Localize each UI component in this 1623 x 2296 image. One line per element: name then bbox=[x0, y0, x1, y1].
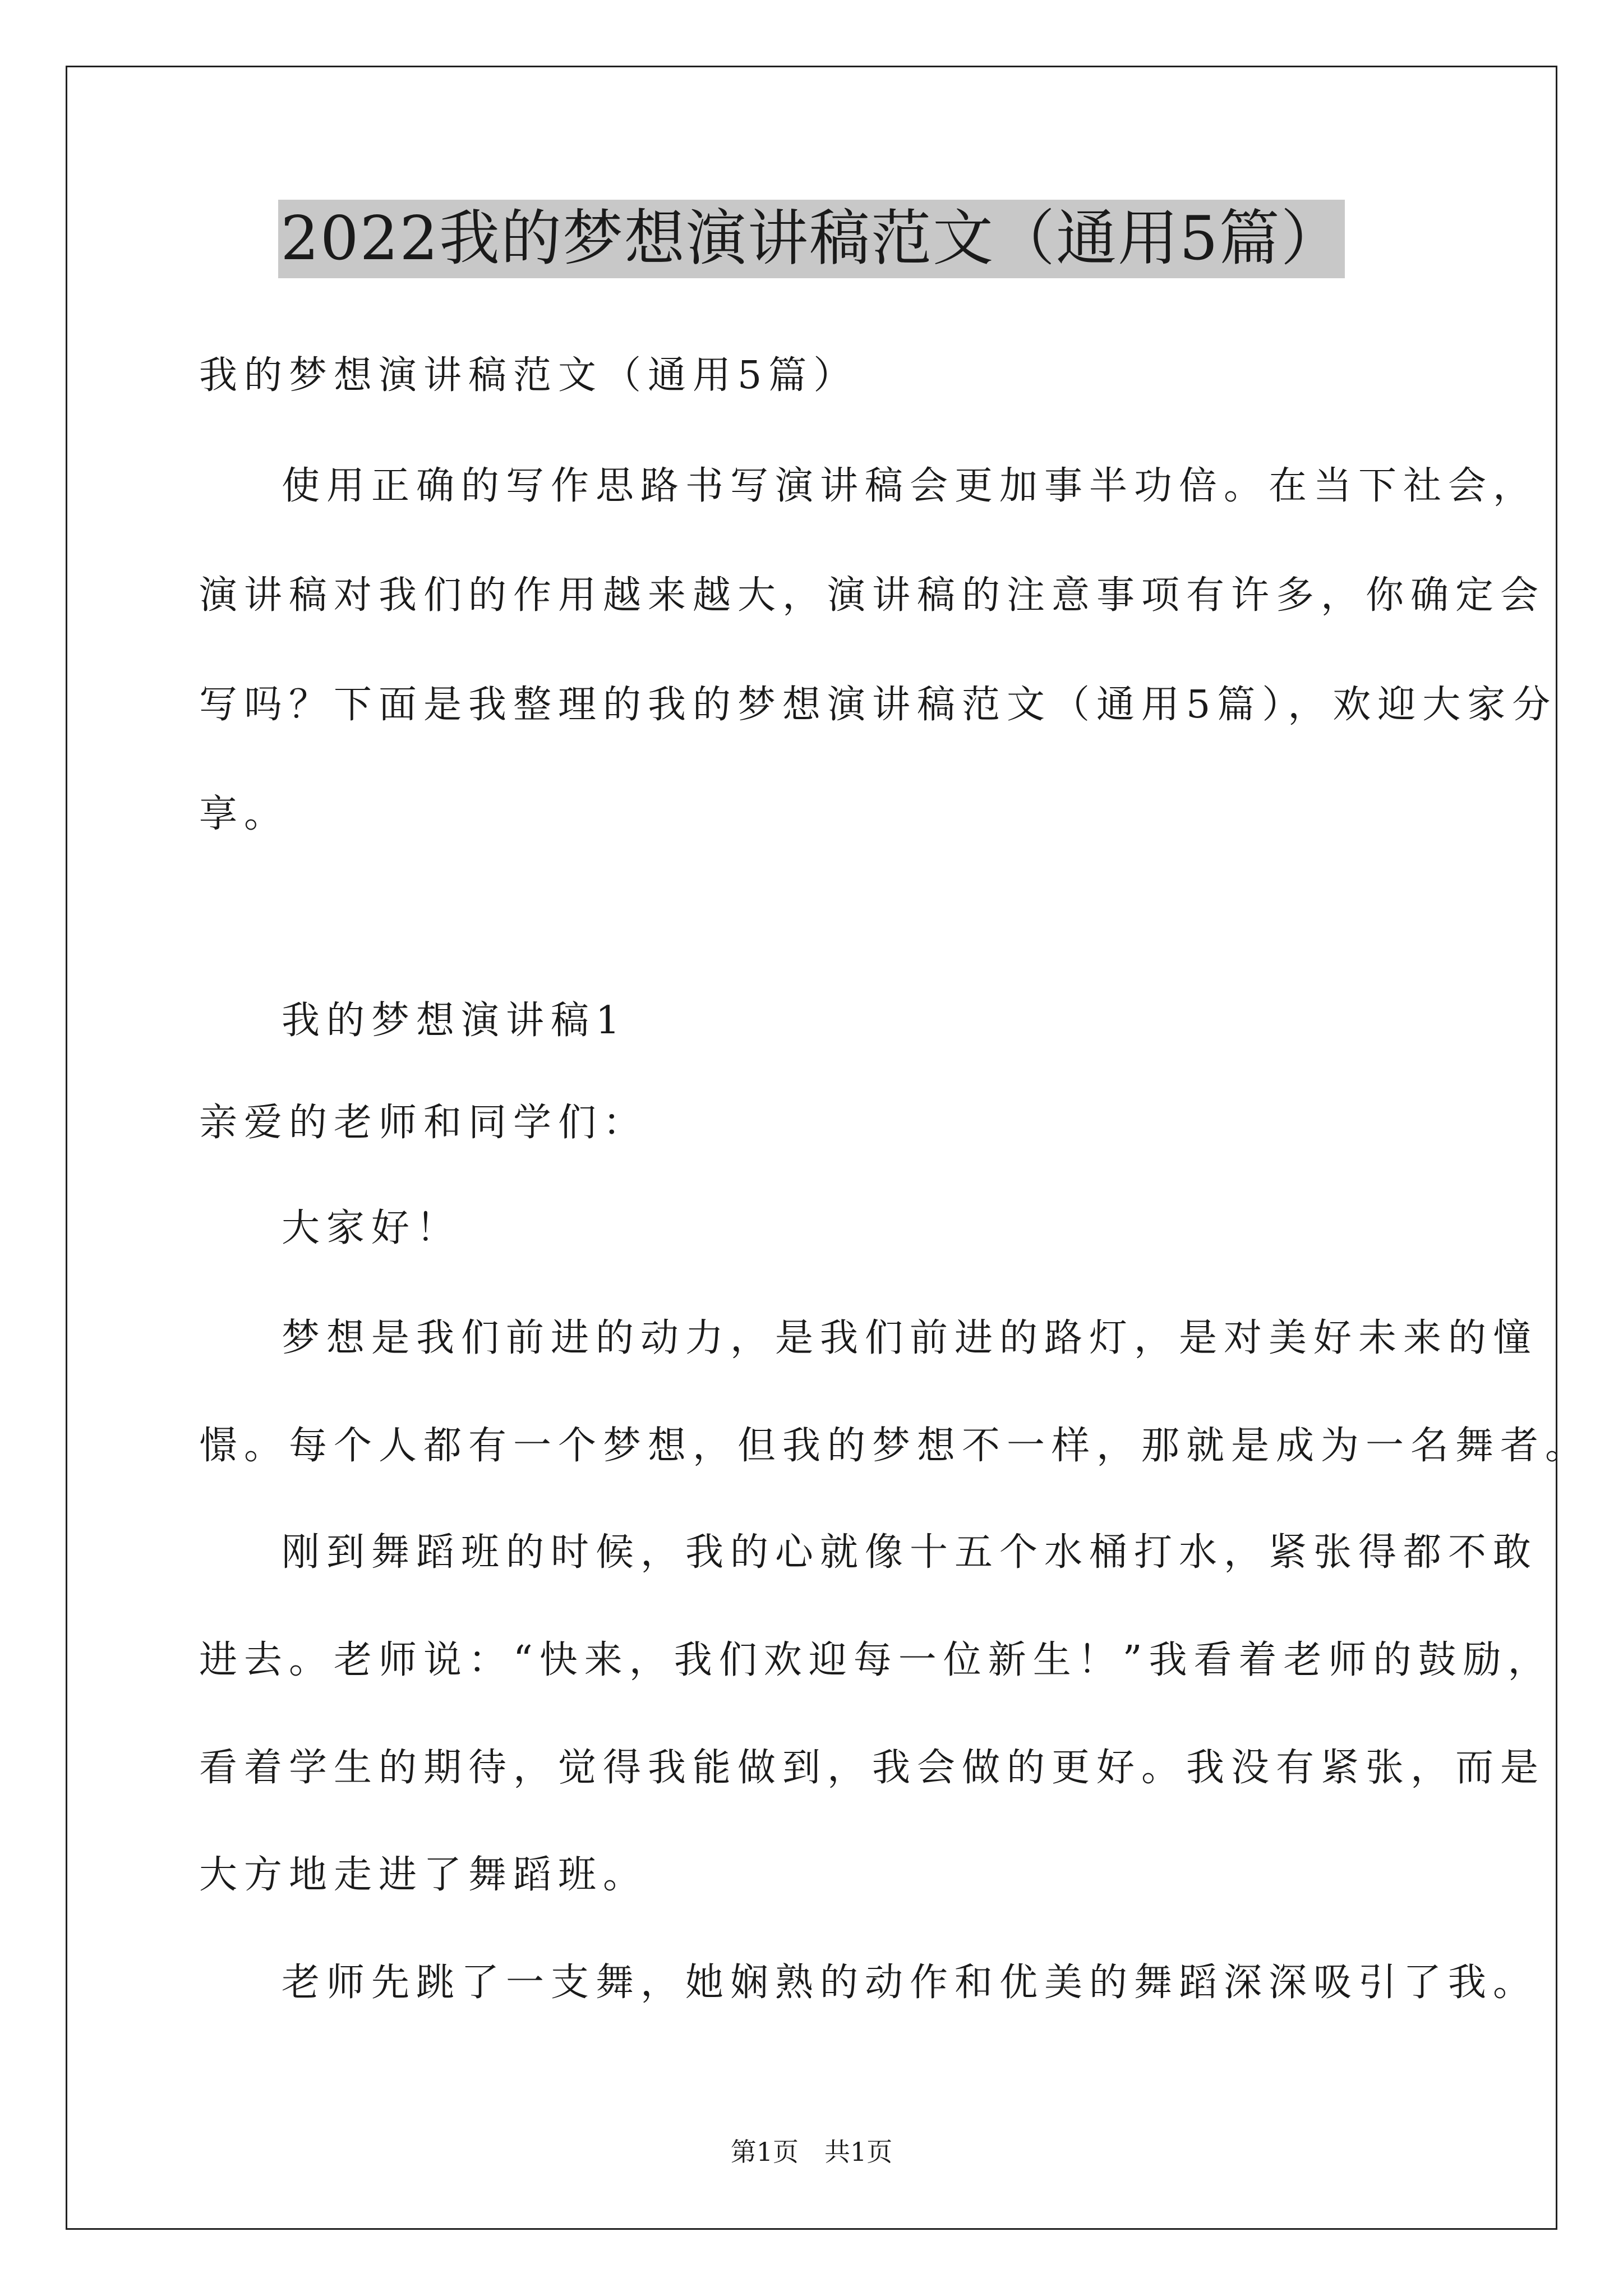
body-line: 看着学生的期待，觉得我能做到，我会做的更好。我没有紧张，而是 bbox=[199, 1746, 1546, 1790]
title-container bbox=[0, 200, 1623, 278]
intro-line: 演讲稿对我们的作用越来越大，演讲稿的注意事项有许多，你确定会 bbox=[199, 573, 1546, 618]
intro-line: 使用正确的写作思路书写演讲稿会更加事半功倍。在当下社会， bbox=[282, 464, 1538, 508]
document-title: 2022我的梦想演讲稿范文（通用5篇） bbox=[278, 200, 1345, 278]
salutation: 亲爱的老师和同学们： bbox=[199, 1101, 648, 1145]
body-line: 老师先跳了一支舞，她娴熟的动作和优美的舞蹈深深吸引了我。 bbox=[282, 1961, 1538, 2005]
body-line: 梦想是我们前进的动力，是我们前进的路灯，是对美好未来的憧 bbox=[282, 1316, 1538, 1360]
greeting: 大家好！ bbox=[282, 1206, 462, 1250]
intro-line: 写吗？下面是我整理的我的梦想演讲稿范文（通用5篇），欢迎大家分 bbox=[199, 683, 1557, 727]
body-line: 进去。老师说：“快来，我们欢迎每一位新生！”我看着老师的鼓励， bbox=[199, 1638, 1553, 1682]
body-line: 大方地走进了舞蹈班。 bbox=[199, 1853, 648, 1897]
intro-line: 享。 bbox=[199, 792, 289, 836]
body-line: 憬。每个人都有一个梦想，但我的梦想不一样，那就是成为一名舞者。 bbox=[199, 1424, 1590, 1468]
section-heading: 我的梦想演讲稿1 bbox=[282, 999, 627, 1043]
document-subtitle: 我的梦想演讲稿范文（通用5篇） bbox=[199, 353, 859, 398]
page-footer: 第1页 共1页 bbox=[730, 2137, 893, 2167]
body-line: 刚到舞蹈班的时候，我的心就像十五个水桶打水，紧张得都不敢 bbox=[282, 1530, 1538, 1575]
